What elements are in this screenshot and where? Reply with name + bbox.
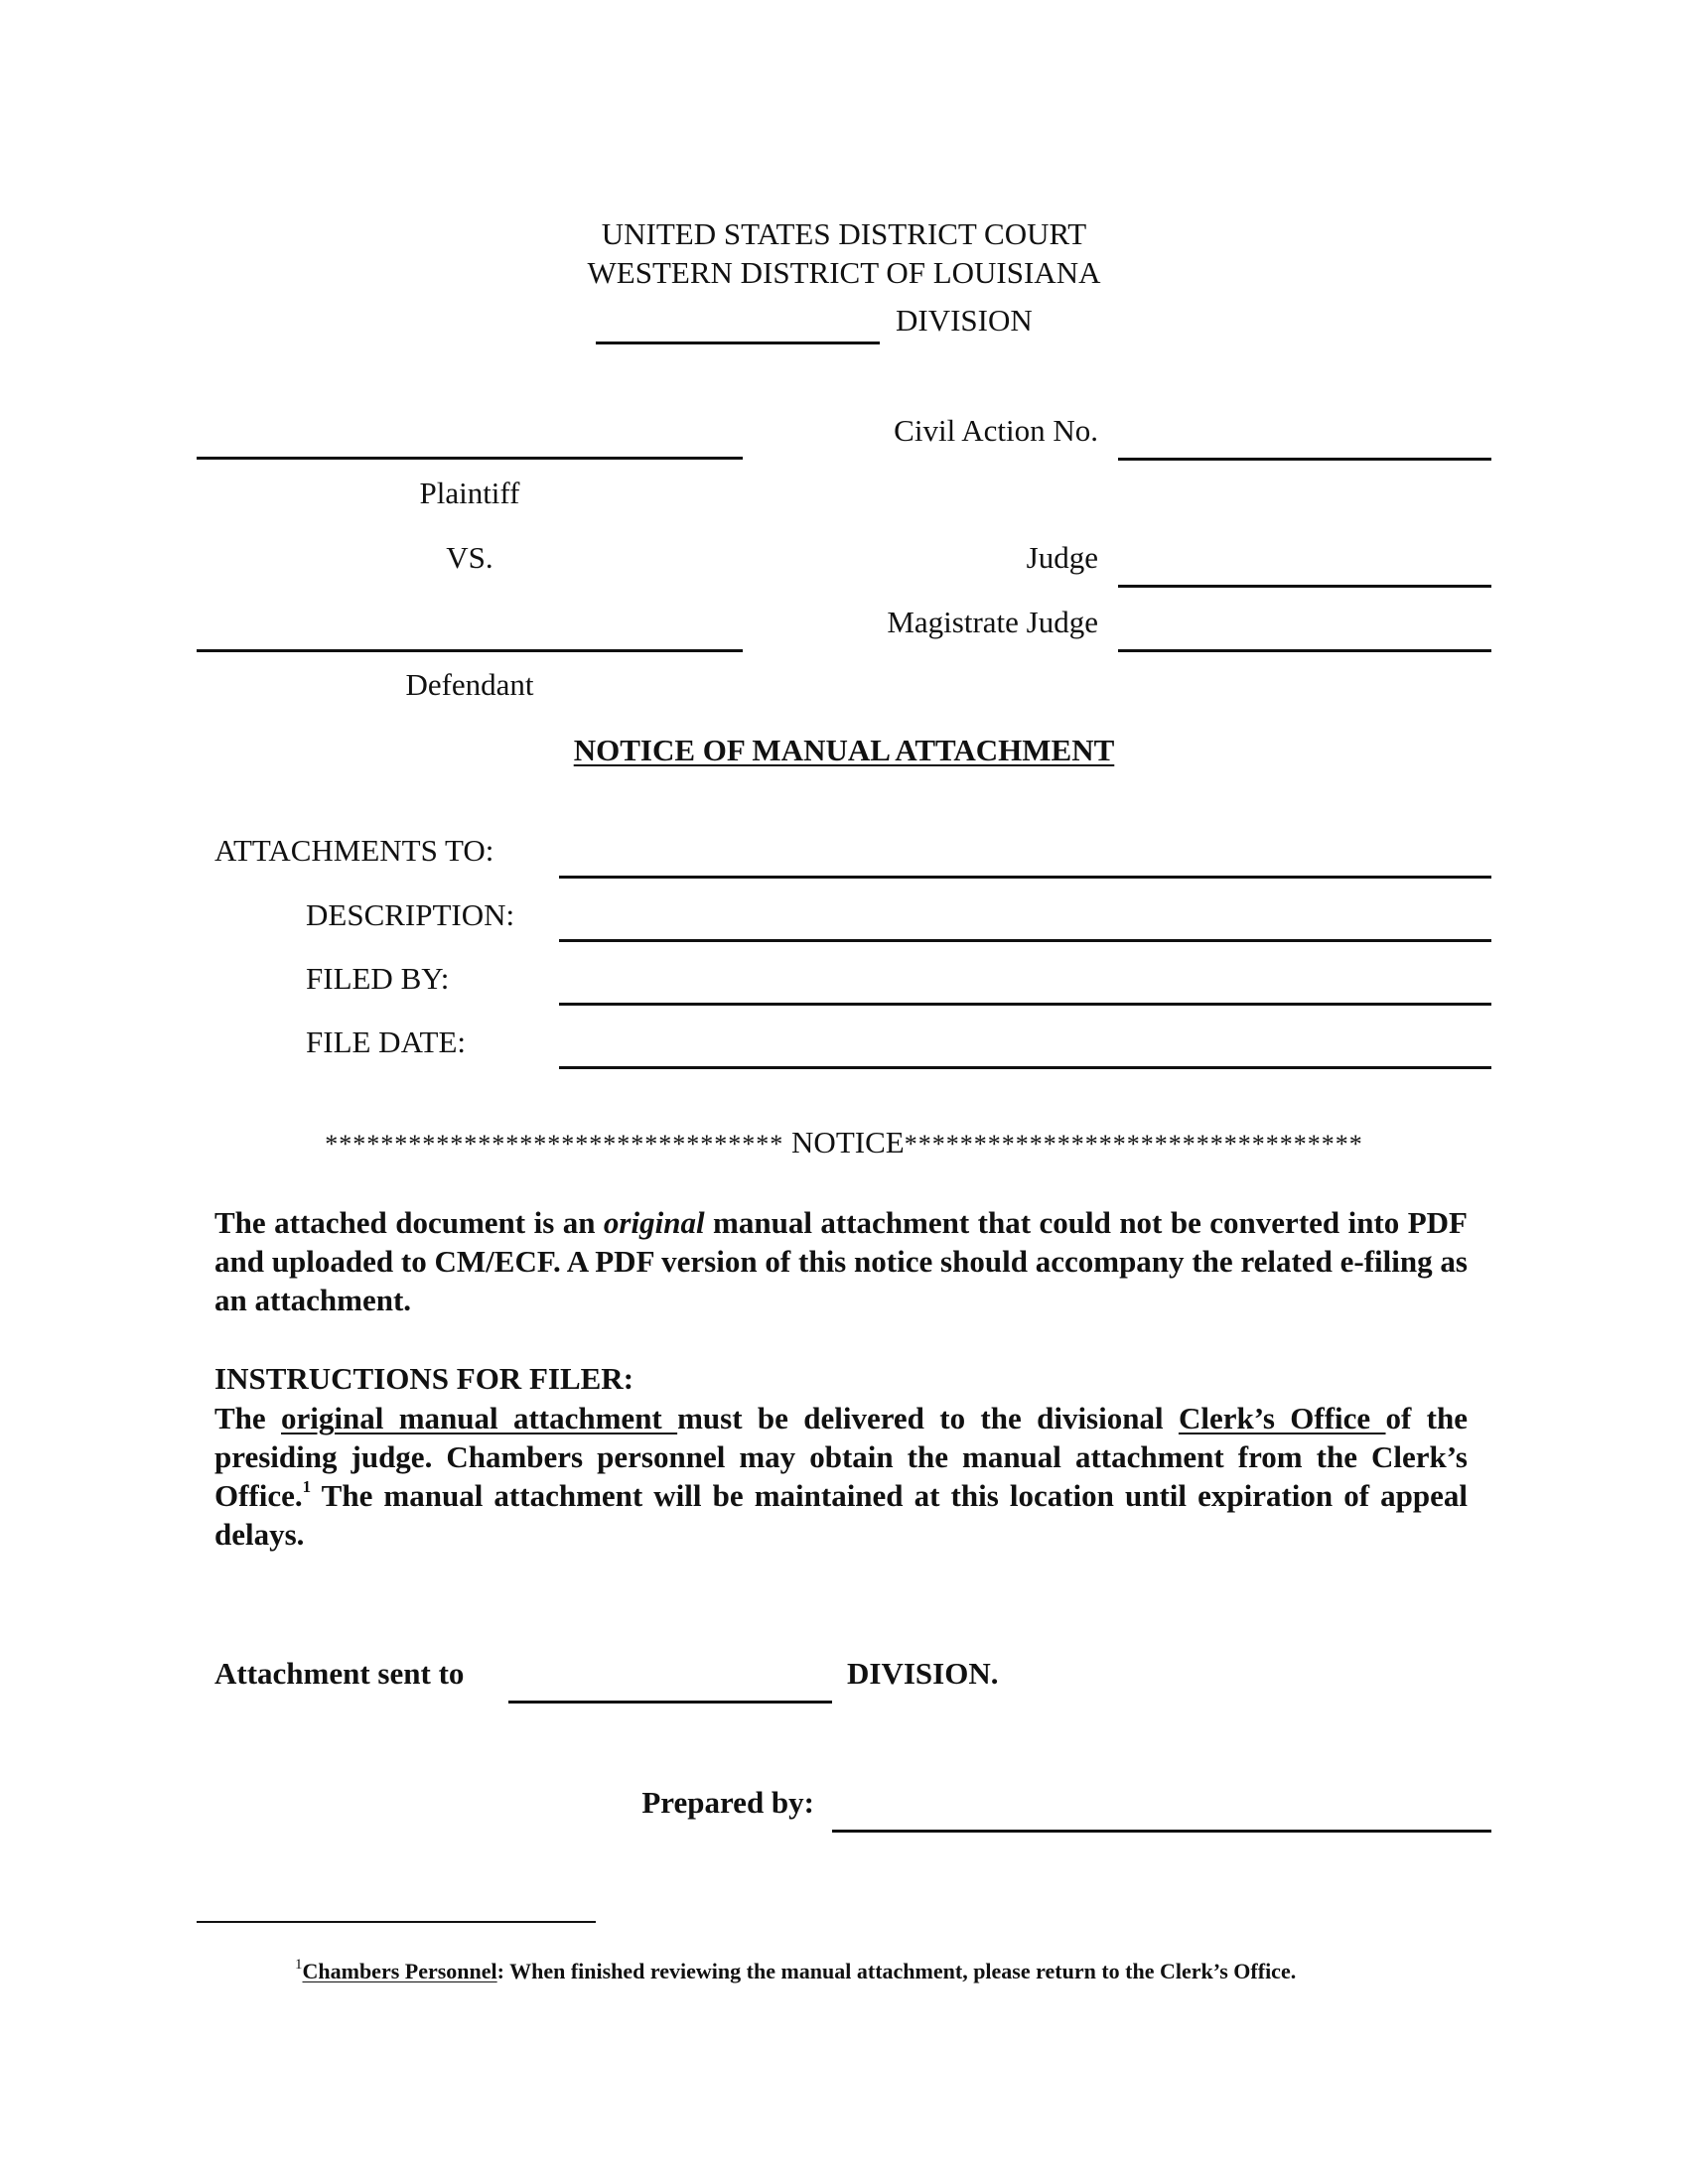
instructions-paragraph xyxy=(214,1399,1468,1554)
notice-banner xyxy=(0,1124,1688,1163)
footnote-separator xyxy=(197,1921,596,1923)
magistrate-judge-label: Magistrate Judge xyxy=(887,605,1098,639)
sent-to-suffix: DIVISION. xyxy=(847,1656,999,1691)
plaintiff-label: Plaintiff xyxy=(419,476,520,510)
instructions-text-3: of the presiding judge. Chambers personnel may obtain the manual attachment from the Clerk’s Office. xyxy=(214,1401,1469,1513)
defendant-label: Defendant xyxy=(405,667,534,702)
filed-by-line[interactable] xyxy=(559,1003,1491,1006)
description-line[interactable] xyxy=(559,939,1491,942)
prepared-by-label: Prepared by: xyxy=(641,1785,814,1820)
footnote xyxy=(295,1958,1296,1985)
document-title: NOTICE OF MANUAL ATTACHMENT xyxy=(573,733,1115,767)
instructions-heading: INSTRUCTIONS FOR FILER: xyxy=(214,1361,634,1396)
description-label: DESCRIPTION: xyxy=(306,897,515,932)
sent-to-label: Attachment sent to xyxy=(214,1656,465,1691)
footnote-heading: Chambers Personnel xyxy=(302,1959,497,1983)
division-blank-line[interactable] xyxy=(596,341,880,344)
sent-to-blank-line[interactable] xyxy=(508,1701,832,1704)
notice-banner-right-stars: ********************************* xyxy=(904,1130,1363,1159)
footnote-text: : When finished reviewing the manual attachment, please return to the Clerk’s Office. xyxy=(496,1959,1297,1983)
division-label: DIVISION xyxy=(896,303,1033,338)
civil-action-label: Civil Action No. xyxy=(894,413,1098,448)
attachments-to-line[interactable] xyxy=(559,876,1491,879)
vs-label: VS. xyxy=(446,540,493,575)
file-date-label: FILE DATE: xyxy=(306,1024,467,1059)
notice-paragraph-text-1: The attached document is an xyxy=(214,1205,604,1240)
attachments-to-label: ATTACHMENTS TO: xyxy=(214,833,494,868)
judge-blank-line[interactable] xyxy=(1118,585,1491,588)
notice-paragraph-text-2: manual attachment that could not be converted into PDF and uploaded to CM/ECF. A PDF version of this notice should accompany the related e-filing as an attachment. xyxy=(214,1205,1468,1317)
filed-by-label: FILED BY: xyxy=(306,961,450,996)
instructions-text-1: The xyxy=(214,1401,282,1435)
instructions-text-2: must be delivered to the divisional xyxy=(677,1401,1179,1435)
footnote-number: 1 xyxy=(295,1957,303,1973)
notice-banner-word: NOTICE xyxy=(791,1125,905,1160)
civil-action-blank-line[interactable] xyxy=(1118,458,1491,461)
notice-paragraph-italic: original xyxy=(603,1205,705,1240)
notice-banner-left-stars: ********************************* xyxy=(325,1130,784,1159)
magistrate-judge-blank-line[interactable] xyxy=(1118,649,1491,652)
file-date-line[interactable] xyxy=(559,1066,1491,1069)
footnote-reference[interactable]: 1 xyxy=(302,1477,312,1496)
defendant-blank-line[interactable] xyxy=(197,649,743,652)
clerks-office-underlined: Clerk’s Office xyxy=(1178,1401,1386,1435)
notice-paragraph xyxy=(214,1203,1468,1319)
plaintiff-blank-line[interactable] xyxy=(197,457,743,460)
district-name: WESTERN DISTRICT OF LOUISIANA xyxy=(587,255,1101,290)
instructions-text-4: The manual attachment will be maintained at this location until expiration of appeal delays. xyxy=(214,1478,1468,1552)
court-name: UNITED STATES DISTRICT COURT xyxy=(601,216,1087,251)
prepared-by-blank-line[interactable] xyxy=(832,1830,1491,1833)
original-manual-attachment-underlined: original manual attachment xyxy=(281,1401,678,1435)
judge-label: Judge xyxy=(1026,540,1098,575)
